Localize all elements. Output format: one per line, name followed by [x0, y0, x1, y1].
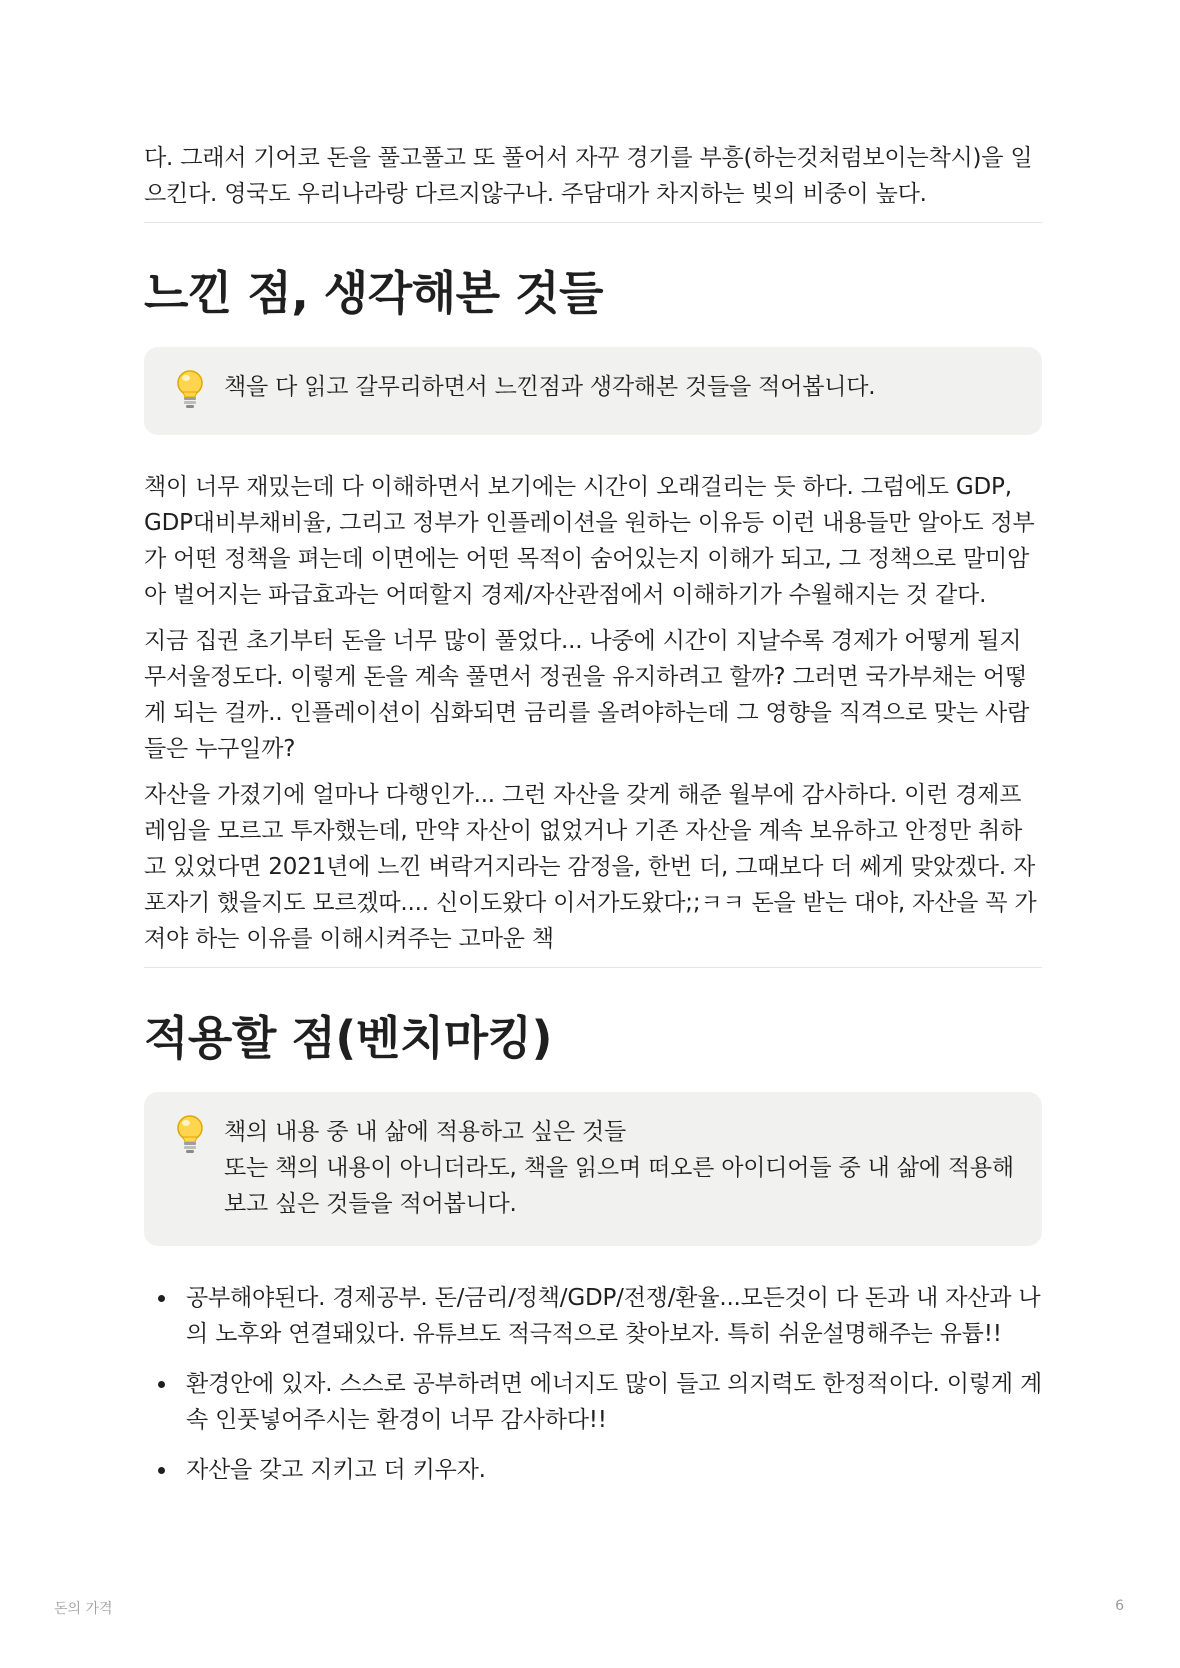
callout-feelings	[144, 347, 1042, 435]
bullet-dot	[158, 1295, 165, 1302]
footer-page-number: 6	[1115, 1598, 1124, 1614]
footer-document-title: 돈의 가격	[54, 1601, 113, 1617]
paragraph: 자산을 가졌기에 얼마나 다행인가... 그런 자산을 갖게 해준 월부에 감사하다. 이런 경제프레임을 모르고 투자했는데, 만약 자산이 없었거나 기존 자산을 계속 보유하고 안정만 취하고 있었다면 2021년에 느낀 벼락거지라는 감정을, 한번 더, 그때보다 더 쎄게 맞았겠다. 자포자기 했을지도 모르겠따.... 신이도왔다 이서가도왔다;;ㅋㅋ 돈을 받는 대야, 자산을 꼭 가져야 하는 이유를 이해시켜주는 고마운 책	[144, 782, 1037, 952]
callout-line: 또는 책의 내용이 아니더라도, 책을 읽으며 떠오른 아이디어들 중 내 삶에 적용해 보고 싶은 것들을 적어봅니다.	[224, 1155, 1014, 1217]
bullet-dot	[158, 1467, 165, 1474]
page-content	[144, 140, 1042, 1502]
section-heading-feelings: 느낀 점, 생각해본 것들	[144, 266, 603, 320]
paragraph: 책이 너무 재밌는데 다 이해하면서 보기에는 시간이 오래걸리는 듯 하다. 그럼에도 GDP, GDP대비부채비율, 그리고 정부가 인플레이션을 원하는 이유등 이런 내용들만 알아도 정부가 어떤 정책을 펴는데 이면에는 어떤 목적이 숨어있는지 이해가 되고, 그 정책으로 말미암아 벌어지는 파급효과는 어떠할지 경제/자산관점에서 이해하기가 수월해지는 것 같다.	[144, 474, 1035, 608]
list-item	[144, 1280, 1042, 1352]
paragraph: 지금 집권 초기부터 돈을 너무 많이 풀었다... 나중에 시간이 지날수록 경제가 어떻게 될지 무서울정도다. 이렇게 돈을 계속 풀면서 정권을 유지하려고 할까? 그러면 국가부채는 어떻게 되는 걸까.. 인플레이션이 심화되면 금리를 올려야하는데 그 영향을 직격으로 맞는 사람들은 누구일까?	[144, 628, 1030, 762]
list-item	[144, 1366, 1042, 1438]
section-heading-apply: 적용할 점(벤치마킹)	[144, 1011, 553, 1065]
callout-text	[224, 1114, 1018, 1222]
callout-apply	[144, 1092, 1042, 1246]
list-item-text: 환경안에 있자. 스스로 공부하려면 에너지도 많이 들고 의지력도 한정적이다. 이렇게 계속 인풋넣어주시는 환경이 너무 감사하다!!	[186, 1371, 1042, 1433]
bullet-list	[144, 1280, 1042, 1488]
section-divider	[144, 222, 1042, 223]
intro-paragraph: 다. 그래서 기어코 돈을 풀고풀고 또 풀어서 자꾸 경기를 부흥(하는것처럼보이는착시)을 일으킨다. 영국도 우리나라랑 다르지않구나. 주담대가 차지하는 빚의 비중이 높다.	[144, 145, 1033, 207]
list-item-text: 자산을 갖고 지키고 더 키우자.	[186, 1457, 486, 1483]
lightbulb-icon	[168, 1112, 212, 1156]
callout-line: 책을 다 읽고 갈무리하면서 느낀점과 생각해본 것들을 적어봅니다.	[224, 374, 876, 400]
list-item-text: 공부해야된다. 경제공부. 돈/금리/정책/GDP/전쟁/환율...모든것이 다 돈과 내 자산과 나의 노후와 연결돼있다. 유튜브도 적극적으로 찾아보자. 특히 쉬운설명해주는 유튭!!	[186, 1285, 1041, 1347]
lightbulb-icon	[168, 367, 212, 411]
callout-line: 책의 내용 중 내 삶에 적용하고 싶은 것들	[224, 1119, 627, 1145]
list-item	[144, 1452, 1042, 1488]
callout-text	[224, 369, 875, 405]
bullet-dot	[158, 1381, 165, 1388]
section-divider	[144, 967, 1042, 968]
